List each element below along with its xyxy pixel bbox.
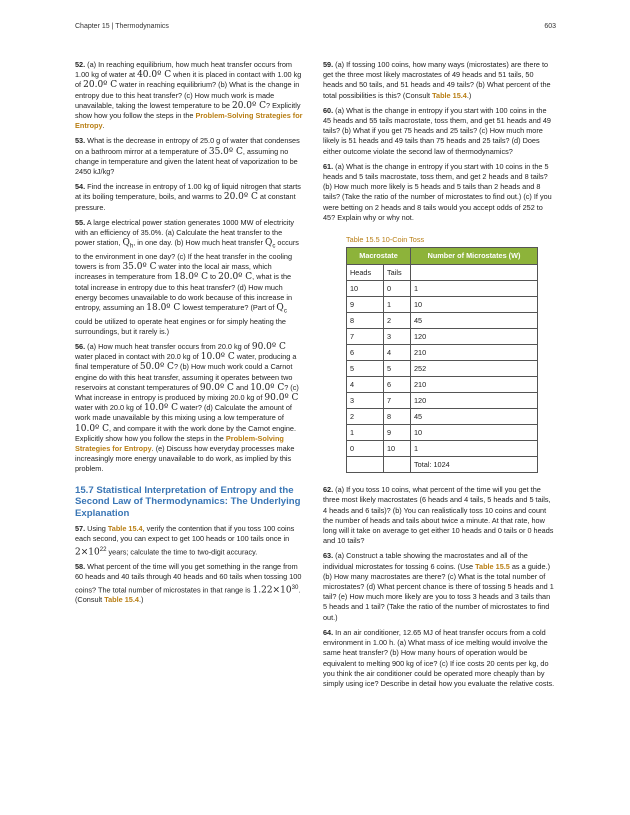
table-row bbox=[347, 297, 538, 313]
problem-53: 53. What is the decrease in entropy of 25.0 g of water that condenses on a bathroom mirror at a temperature of 35.0º C, assuming no change in temperature and given the latent heat of vaporization to be 2450 kJ/kg? bbox=[75, 136, 300, 177]
heads-header: Heads bbox=[347, 265, 384, 281]
problem-54: 54. Find the increase in entropy of 1.00 kg of liquid nitrogen that starts at its boiling temperature, boils, and warms to 20.0º C at constant pressure. bbox=[75, 182, 301, 212]
table-row bbox=[347, 329, 538, 345]
heads-cell: 10 bbox=[347, 281, 384, 297]
microstates-cell: 10 bbox=[411, 297, 538, 313]
table-15-4-link[interactable]: Table 15.4 bbox=[104, 595, 139, 605]
tails-cell: 0 bbox=[384, 281, 411, 297]
table-row bbox=[347, 441, 538, 457]
microstates-cell: 1 bbox=[411, 281, 538, 297]
microstates-cell: 120 bbox=[411, 393, 538, 409]
table-row bbox=[347, 361, 538, 377]
problem-52: 52. (a) In reaching equilibrium, how much heat transfer occurs from 1.00 kg of water at 40.0º C when it is placed in contact with 1.00 kg of 20.0º C water in reaching equilibrium? (b) What is the change in entropy due to this heat transfer? (c) How much work is made unavailable, taking the lowest temperature to be 20.0º C? Explicitly show how you follow the steps in the Problem-Solving Strategies for Entropy. bbox=[75, 60, 303, 131]
empty-header-cell bbox=[411, 265, 538, 281]
tails-cell: 1 bbox=[384, 297, 411, 313]
heads-cell: 8 bbox=[347, 313, 384, 329]
left-column bbox=[75, 60, 303, 610]
tails-cell: 9 bbox=[384, 425, 411, 441]
microstates-cell: 10 bbox=[411, 425, 538, 441]
total-cell: Total: 1024 bbox=[411, 457, 538, 473]
table-row bbox=[347, 377, 538, 393]
heads-cell: 2 bbox=[347, 409, 384, 425]
problem-57: 57. Using Table 15.4, verify the contention that if you toss 100 coins each second, you can expect to get 100 heads or 100 tails once in $2\times 10^{22}$ years; calculate the time to two-digit accuracy. bbox=[75, 524, 295, 557]
section-heading: 15.7 Statistical Interpretation of Entropy and the Second Law of Thermodynamics: The Underlying Explanation bbox=[75, 484, 301, 519]
microstates-cell: 210 bbox=[411, 377, 538, 393]
table-caption: Table 15.5 10-Coin Toss bbox=[346, 235, 425, 245]
microstates-cell: 45 bbox=[411, 409, 538, 425]
problem-55: 55. A large electrical power station generates 1000 MW of electricity with an efficiency of 35.0%. (a) Calculate the heat transfer to the power station, $Q_h$, in one day. (b) How much heat transfer $Q_c$ occurs to the environment in one day? (c) If the heat transfer in the cooling towers is from 35.0º C water into the local air mass, which increases in temperature from 18.0º C to 20.0º C, what is the total increase in entropy due to this heat transfer? (d) How much energy becomes unavailable to do work because of this increase in entropy, assuming an 18.0º C lowest temperature? (Part of $Q_c$ could be utilized to operate heat engines or for simply heating the surroundings, but it rarely is.) bbox=[75, 217, 299, 336]
problem-62: 62. (a) If you toss 10 coins, what percent of the time will you get the three most likely macrostates (6 heads and 4 tails, 5 heads and 5 tails, 4 heads and 6 tails)? (b) You can realistically toss 10 coins and count the number of heads and tails about twice a minute. At that rate, how long will it take on average to get either 10 heads and 0 tails or 0 heads and 10 tails? bbox=[323, 485, 554, 546]
microstates-cell: 210 bbox=[411, 345, 538, 361]
table-row bbox=[347, 281, 538, 297]
tails-cell: 3 bbox=[384, 329, 411, 345]
microstates-cell: 1 bbox=[411, 441, 538, 457]
heads-cell: 3 bbox=[347, 393, 384, 409]
heads-cell: 6 bbox=[347, 345, 384, 361]
heads-cell: 0 bbox=[347, 441, 384, 457]
microstates-cell: 252 bbox=[411, 361, 538, 377]
problem-61: 61. (a) What is the change in entropy if you start with 10 coins in the 5 heads and 5 tails macrostate, toss them, and get 2 heads and 8 tails? (b) How much more likely is 5 heads and 5 tails than 2 heads and 8 tails? (Take the ratio of the number of microstates to find out.) (c) If you were betting on 2 heads and 8 tails would you accept odds of 252 to 45? Explain why or why not. bbox=[323, 161, 552, 222]
tails-header: Tails bbox=[384, 265, 411, 281]
problem-56: 56. (a) How much heat transfer occurs from 20.0 kg of 90.0º C water placed in contact with 20.0 kg of 10.0º C water, producing a final temperature of 50.0º C? (b) How much work could a Carnot engine do with this heat transfer, assuming it operates between two reservoirs at constant temperatures of 90.0º C and 10.0º C? (c) What increase in entropy is produced by mixing 20.0 kg of 90.0º C water with 20.0 kg of 10.0º C water? (d) Calculate the amount of work made unavailable by this mixing using a low temperature of 10.0º C, and compare it with the work done by the Carnot engine. Explicitly show how you follow the steps in the Problem-Solving Strategies for Entropy. (e) Discuss how everyday processes make increasingly more energy unavailable to do work, as implied by this problem. bbox=[75, 341, 299, 474]
tails-cell: 8 bbox=[384, 409, 411, 425]
strategies-link[interactable]: Problem-Solving Strategies for Entropy bbox=[75, 433, 284, 454]
empty-cell bbox=[384, 457, 411, 473]
problem-64: 64. In an air conditioner, 12.65 MJ of heat transfer occurs from a cold environment in 1.00 h. (a) What mass of ice melting would involve the same heat transfer? (b) How many hours of operation would be equivalent to melting 900 kg of ice? (c) If ice costs 20 cents per kg, do you think the air conditioner could be operated more cheaply than by simply using ice? Describe in detail how you evaluate the relative costs. bbox=[323, 627, 555, 688]
tails-cell: 4 bbox=[384, 345, 411, 361]
right-column bbox=[323, 60, 555, 694]
table-row bbox=[347, 313, 538, 329]
tails-cell: 10 bbox=[384, 441, 411, 457]
tails-cell: 2 bbox=[384, 313, 411, 329]
problem-59: 59. (a) If tossing 100 coins, how many ways (microstates) are there to get the three most likely macrostates of 49 heads and 51 tails, 50 heads and 50 tails, and 51 heads and 49 tails? (b) What percent of the total possibilities is this? (Consult Table 15.4.) bbox=[323, 60, 551, 100]
table-total-row bbox=[347, 457, 538, 473]
heads-cell: 4 bbox=[347, 377, 384, 393]
heads-cell: 5 bbox=[347, 361, 384, 377]
macrostate-header: Macrostate bbox=[347, 248, 411, 265]
table-row bbox=[347, 409, 538, 425]
page-header bbox=[75, 23, 556, 30]
strategies-link[interactable]: Problem-Solving Strategies for Entropy bbox=[75, 111, 303, 131]
table-15-5-link[interactable]: Table 15.5 bbox=[475, 561, 510, 571]
empty-cell bbox=[347, 457, 384, 473]
problem-58: 58. What percent of the time will you get something in the range from 60 heads and 40 tails through 40 heads and 60 tails when tossing 100 coins? The total number of microstates in that range is $1.22\times 10^{30}$. (Consult Table 15.4.) bbox=[75, 562, 302, 605]
table-row bbox=[347, 393, 538, 409]
chapter-title: Chapter 15 | Thermodynamics bbox=[75, 23, 169, 30]
microstates-header: Number of Microstates (W) bbox=[411, 248, 538, 265]
table-row bbox=[347, 425, 538, 441]
microstates-cell: 120 bbox=[411, 329, 538, 345]
heads-cell: 1 bbox=[347, 425, 384, 441]
heads-cell: 9 bbox=[347, 297, 384, 313]
tails-cell: 6 bbox=[384, 377, 411, 393]
microstates-cell: 45 bbox=[411, 313, 538, 329]
tails-cell: 5 bbox=[384, 361, 411, 377]
tails-cell: 7 bbox=[384, 393, 411, 409]
problem-63: 63. (a) Construct a table showing the macrostates and all of the individual microstates for tossing 6 coins. (Use Table 15.5 as a guide.) (b) How many macrostates are there? (c) What is the total number of microstates? (d) What percent chance is there of tossing 5 heads and 1 tail? (e) How much more likely are you to toss 3 heads and 3 tails than 5 heads and 1 tail? (Take the ratio of the number of microstates to find out.) bbox=[323, 551, 554, 622]
heads-cell: 7 bbox=[347, 329, 384, 345]
table-15-4-link[interactable]: Table 15.4 bbox=[107, 524, 143, 534]
coin-toss-table bbox=[346, 247, 538, 473]
page-number: 603 bbox=[544, 23, 556, 30]
table-row bbox=[347, 345, 538, 361]
table-15-4-link[interactable]: Table 15.4 bbox=[432, 90, 467, 100]
problem-60: 60. (a) What is the change in entropy if you start with 100 coins in the 45 heads and 55 tails macrostate, toss them, and get 51 heads and 49 tails? (b) What if you get 75 heads and 25 tails? (c) How much more likely is 51 heads and 49 tails than 75 heads and 25 tails? (d) Does either outcome violate the second law of thermodynamics? bbox=[323, 105, 551, 156]
